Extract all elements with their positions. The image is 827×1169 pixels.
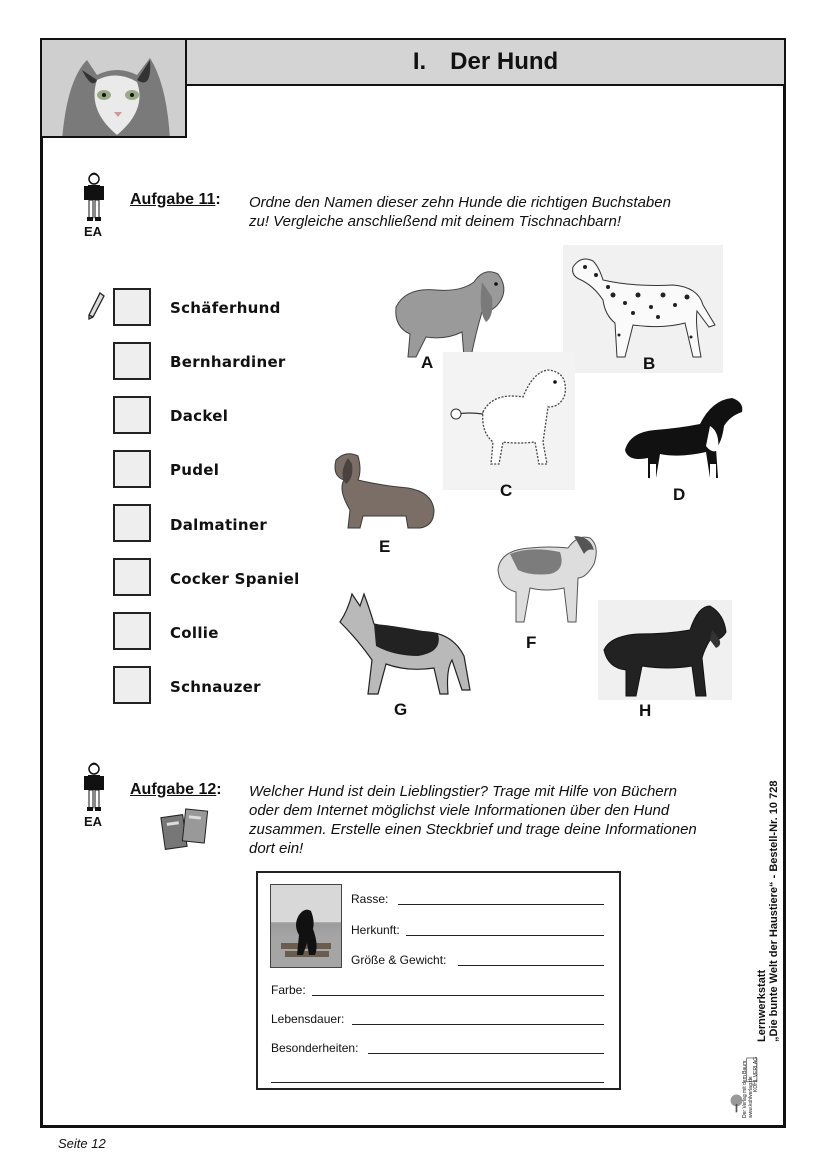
field-herkunft-input[interactable] [406, 935, 604, 936]
task-12-label-text: Aufgabe 12 [130, 781, 217, 798]
publisher-url: www.kohlverlag.de [748, 1076, 754, 1118]
profile-card [256, 871, 621, 1090]
dog-name-5: Dalmatiner [170, 516, 268, 534]
field-farbe-input[interactable] [312, 995, 604, 996]
task-11-colon: : [215, 191, 221, 208]
answer-box-2[interactable] [113, 342, 151, 380]
side-lernwerkstatt: Lernwerkstatt [756, 969, 768, 1042]
level-badge: EA [84, 224, 103, 239]
field-herkunft-label: Herkunft: [351, 923, 400, 937]
answer-box-7[interactable] [113, 612, 151, 650]
field-rasse-label: Rasse: [351, 892, 389, 906]
task-12-instructions [249, 782, 697, 858]
dog-name-4: Pudel [170, 461, 220, 479]
page-number: Seite 12 [58, 1136, 106, 1151]
dog-letter-b: B [643, 354, 656, 373]
task-12-line-3: zusammen. Erstelle einen Steckbrief und trage deine Informationen [249, 821, 697, 838]
dog-h-schnauzer-image [598, 600, 732, 700]
pencil-icon [86, 291, 106, 323]
dog-c-poodle-image [443, 352, 575, 490]
dog-letter-a: A [421, 353, 434, 372]
page-title [187, 40, 784, 86]
section-number: I. [412, 48, 427, 75]
cat-photo [40, 38, 187, 138]
dog-g-german-shepherd-image [338, 590, 472, 700]
dog-letter-c: C [500, 481, 513, 500]
task-11-instructions [249, 193, 671, 231]
dog-letter-e: E [379, 537, 391, 556]
dog-photo [270, 884, 342, 968]
dog-letter-h: H [639, 701, 652, 720]
dog-letter-g: G [394, 700, 408, 719]
dog-name-7: Collie [170, 624, 219, 642]
publisher-tagline: Der Verlag mit dem Baum [742, 1060, 748, 1118]
dog-letter-f: F [526, 633, 537, 652]
field-farbe-label: Farbe: [271, 983, 306, 997]
dog-name-2: Bernhardiner [170, 353, 286, 371]
field-lebensdauer-label: Lebensdauer: [271, 1012, 345, 1026]
task-12-label [130, 781, 222, 799]
task-11-line-1: Ordne den Namen dieser zehn Hunde die richtigen Buchstaben [249, 194, 671, 211]
dog-name-3: Dackel [170, 407, 229, 425]
dog-f-st-bernard-image [490, 530, 602, 628]
student-figure-icon [81, 762, 107, 814]
task-12-line-2: oder dem Internet möglichst viele Informationen über den Hund [249, 802, 670, 819]
dog-a-cocker-spaniel-image [386, 262, 512, 360]
dog-e-dachshund-image [328, 450, 436, 530]
title-text: Der Hund [450, 48, 559, 75]
field-rasse-input[interactable] [398, 904, 604, 905]
task-11-label [130, 191, 221, 209]
field-groesse-input[interactable] [458, 965, 604, 966]
task-11-line-2: zu! Vergleiche anschließend mit deinem Tischnachbarn! [249, 213, 622, 230]
answer-box-5[interactable] [113, 504, 151, 542]
field-extra-line[interactable] [271, 1082, 604, 1083]
dog-name-6: Cocker Spaniel [170, 570, 300, 588]
side-order-info: „Die bunte Welt der Haustiere“ - Bestell-Nr. 10 728 [768, 780, 780, 1042]
dog-name-8: Schnauzer [170, 678, 261, 696]
answer-box-4[interactable] [113, 450, 151, 488]
books-icon [160, 806, 210, 850]
answer-box-8[interactable] [113, 666, 151, 704]
answer-box-6[interactable] [113, 558, 151, 596]
answer-box-3[interactable] [113, 396, 151, 434]
student-figure-icon [81, 172, 107, 224]
field-besonderheiten-label: Besonderheiten: [271, 1041, 359, 1055]
publisher-name: KOHL VERLAG [753, 1056, 759, 1092]
answer-box-1[interactable] [113, 288, 151, 326]
task-11-label-text: Aufgabe 11 [130, 191, 216, 208]
dog-name-1: Schäferhund [170, 299, 281, 317]
field-lebensdauer-input[interactable] [352, 1024, 604, 1025]
task-12-colon: : [216, 781, 222, 798]
field-groesse-label: Größe & Gewicht: [351, 953, 447, 967]
task-12-line-4: dort ein! [249, 840, 304, 857]
dog-letter-d: D [673, 485, 686, 504]
dog-d-collie-image [620, 392, 746, 486]
field-besonderheiten-input[interactable] [368, 1053, 604, 1054]
level-badge: EA [84, 814, 103, 829]
task-12-line-1: Welcher Hund ist dein Lieblingstier? Trage mit Hilfe von Büchern [249, 783, 677, 800]
